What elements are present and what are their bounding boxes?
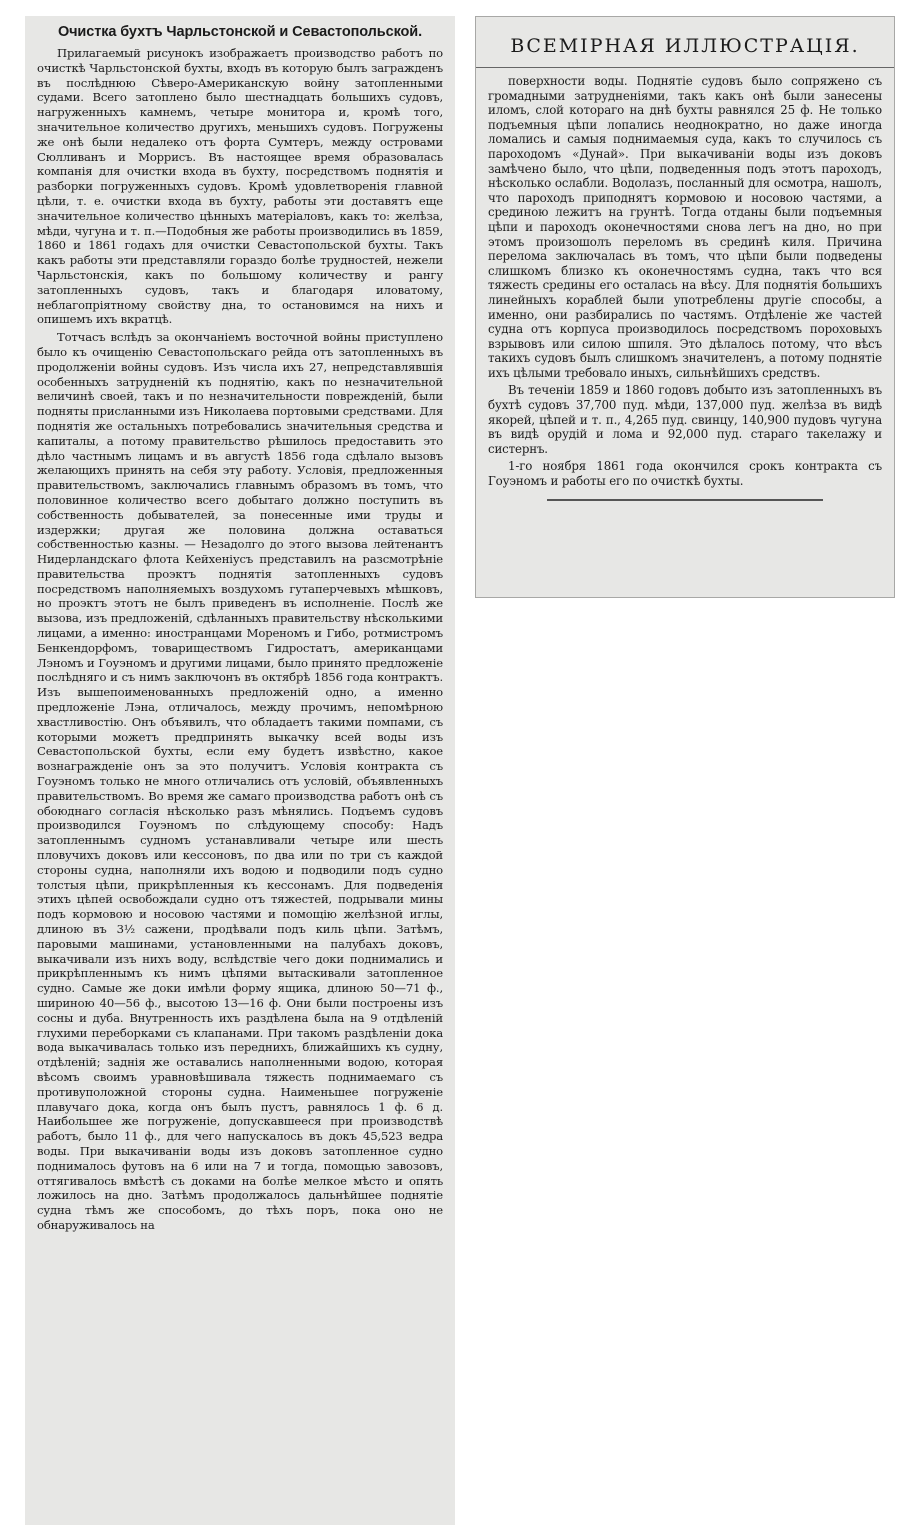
journal-masthead: ВСЕМІРНАЯ ИЛЛЮСТРАЦІЯ. [510,35,860,57]
left-article-column [25,16,455,1525]
right-paragraph-2: Въ теченіи 1859 и 1860 годовъ добыто изъ затопленныхъ въ бухтѣ судовъ 37,700 пуд. мѣди, 137,000 пуд. желѣза въ видѣ якорей, цѣпей и т. п., 4,265 пуд. свинцу, 140,900 пудовъ чугуна въ видѣ орудій и лома и 92,000 пуд. стараго такелажу и систернъ. [488,383,882,456]
closing-rule [547,499,823,501]
masthead-rule [476,67,894,68]
right-article-column [475,16,895,598]
article-title: Очистка бухтъ Чарльстонской и Севастопольской. [57,24,423,40]
right-paragraph-1: поверхности воды. Поднятіе судовъ было сопряжено съ громадными затрудненіями, такъ какъ онѣ были занесены иломъ, слой котораго на днѣ бухты равнялся 25 ф. Не только подъемныя цѣпи лопались неоднократно, но даже иногда ломались и самыя поднимаемыя суда, какъ то случилось съ пароходомъ «Дунай». При выкачиваніи воды изъ доковъ замѣчено было, что цѣпи, подведенныя подъ этотъ пароходъ, нѣсколько ослабли. Водолазъ, посланный для осмотра, нашолъ, что пароходъ приподнятъ кормовою и носовою частями, а срединою лежитъ на грунтѣ. Тогда отданы были подъемныя цѣпи и пароходъ оконечностями снова легъ на дно, но при этомъ произошолъ переломъ въ срединѣ киля. Причина перелома заключалась въ томъ, что цѣпи были подведены слишкомъ близко къ оконечностямъ судна, такъ что вся тяжесть средины его осталась на вѣсу. Для поднятія большихъ линейныхъ кораблей были употреблены другіе способы, а именно, они разбирались по частямъ. Отдѣленіе же частей судна отъ корпуса производилось посредствомъ пороховыхъ взрывовъ или силою шпиля. Это дѣлалось потому, что вѣсъ такихъ судовъ былъ слишкомъ значителенъ, а потому поднятіе ихъ цѣлыми требовало иныхъ, сильнѣйшихъ средствъ. [488,74,882,380]
left-paragraph-1: Прилагаемый рисунокъ изображаетъ производство работъ по очисткѣ Чарльстонской бухты, входъ въ которую былъ загражденъ въ послѣднюю Сѣверо-Американскую войну затопленными судами. Всего затоплено было шестнадцать большихъ судовъ, нагруженныхъ камнемъ, четыре монитора и, кромѣ того, значительное количество другихъ, меньшихъ судовъ. Погружены же онѣ были недалеко отъ форта Сумтеръ, между островами Сюлливанъ и Моррисъ. Въ настоящее время образовалась компанія для очистки входа въ бухту, посредствомъ поднятія и разборки погруженныхъ судовъ. Кромѣ удовлетворенія главной цѣли, т. е. очистки входа въ бухту, работы эти доставятъ еще значительное количество цѣнныхъ матеріаловъ, какъ то: желѣза, мѣди, чугуна и т. п.—Подобныя же работы производились въ 1859, 1860 и 1861 годахъ для очистки Севастопольской бухты. Такъ какъ работы эти представляли гораздо болѣе трудностей, нежели Чарльстонскія, какъ по большому количеству и рангу затопленныхъ судовъ, такъ и благодаря иловатому, неблагопріятному свойству дна, то остановимся на нихъ и опишемъ ихъ вкратцѣ. [37,46,443,327]
left-paragraph-2: Тотчасъ вслѣдъ за окончаніемъ восточной войны приступлено было къ очищенію Севастопольскаго рейда отъ затопленныхъ въ продолженіи войны судовъ. Изъ числа ихъ 27, непредставлявшія особенныхъ затрудненій къ поднятію, какъ по незначительной величинѣ своей, такъ и по незначительности поврежденій, были подняты присланными изъ Николаева портовыми средствами. Для поднятія же остальныхъ потребовались значительныя средства и капиталы, а потому правительство рѣшилось предоставить это дѣло частнымъ лицамъ и въ августѣ 1856 года сдѣлало вызовъ желающихъ принять на себя эту работу. Условія, предложенныя правительствомъ, заключались главнымъ образомъ въ томъ, что половинное количество всего добытаго должно поступить въ собственность добывателей, за понесенные ими труды и издержки; другая же половина должна оставаться собственностью казны. — Незадолго до этого вызова лейтенантъ Нидерландскаго флота Кейхеніусъ представилъ на разсмотрѣніе правительства проэктъ поднятія затопленныхъ судовъ посредствомъ наполняемыхъ воздухомъ гутаперчевыхъ мѣшковъ, но проэктъ этотъ не былъ приведенъ въ исполненіе. Послѣ же вызова, изъ предложеній, сдѣланныхъ правительству нѣсколькими лицами, а именно: иностранцами Мореномъ и Гибо, ротмистромъ Бенкендорфомъ, товариществомъ Гидростатъ, американцами Лэномъ и Гоуэномъ и другими лицами, было принято предложеніе послѣдняго и съ нимъ заключонъ въ октябрѣ 1856 года контрактъ. Изъ вышепоименованныхъ предложеній одно, а именно предложеніе Лэна, отличалось, между прочимъ, непомѣрною хвастливостію. Онъ объявилъ, что обладаетъ такими помпами, съ которыми можетъ предпринять выкачку всей воды изъ Севастопольской бухты, если ему будетъ извѣстно, какое вознагражденіе онъ за это получитъ. Условія контракта съ Гоуэномъ только не много отличались отъ условій, объявленныхъ правительствомъ. Во время же самаго производства работъ онѣ съ обоюднаго согласія нѣсколько разъ мѣнялись. Подъемъ судовъ производился Гоуэномъ по слѣдующему способу: Надъ затопленнымъ судномъ устанавливали четыре или шесть пловучихъ доковъ или кессоновъ, по два или по три съ каждой стороны судна, наполняли ихъ водою и подводили подъ судно толстыя цѣпи, прикрѣпленныя къ кессонамъ. Для подведенія этихъ цѣпей освобождали судно отъ тяжестей, подрывали мины подъ кормовою и носовою частями и помощію желѣзной иглы, длиною въ 3½ сажени, продѣвали подъ киль цѣпи. Затѣмъ, паровыми машинами, установленными на палубахъ доковъ, выкачивали изъ нихъ воду, вслѣдствіе чего доки поднимались и прикрѣпленнымъ къ нимъ цѣпями вытаскивали затопленное судно. Самые же доки имѣли форму ящика, длиною 50—71 ф., шириною 40—56 ф., высотою 13—16 ф. Они были построены изъ сосны и дуба. Внутренность ихъ раздѣлена была на 9 отдѣленій глухими переборками съ клапанами. При такомъ раздѣленіи дока вода выкачивалась только изъ переднихъ, ближайшихъ къ судну, отдѣленій; заднія же оставались наполненными водою, которая вѣсомъ своимъ уравновѣшивала тяжесть поднимаемаго съ противуположной стороны судна. Наименьшее погруженіе плавучаго дока, когда онъ былъ пустъ, равнялось 1 ф. 6 д. Наибольшее же погруженіе, допускавшееся при производствѣ работъ, было 11 ф., для чего напускалось въ докъ 45,523 ведра воды. При выкачиваніи воды изъ доковъ затопленное судно поднималось футовъ на 6 или на 7 и тогда, помощью завозовъ, оттягивалось вмѣстѣ съ доками на болѣе мелкое мѣсто и опять ложилось на дно. Затѣмъ продолжалось дальнѣйшее поднятіе судна тѣмъ же способомъ, до тѣхъ поръ, пока оно не обнаруживалось на [37,330,443,1232]
right-paragraph-3: 1-го ноября 1861 года окончился срокъ контракта съ Гоуэномъ и работы его по очисткѣ бухты. [488,459,882,489]
